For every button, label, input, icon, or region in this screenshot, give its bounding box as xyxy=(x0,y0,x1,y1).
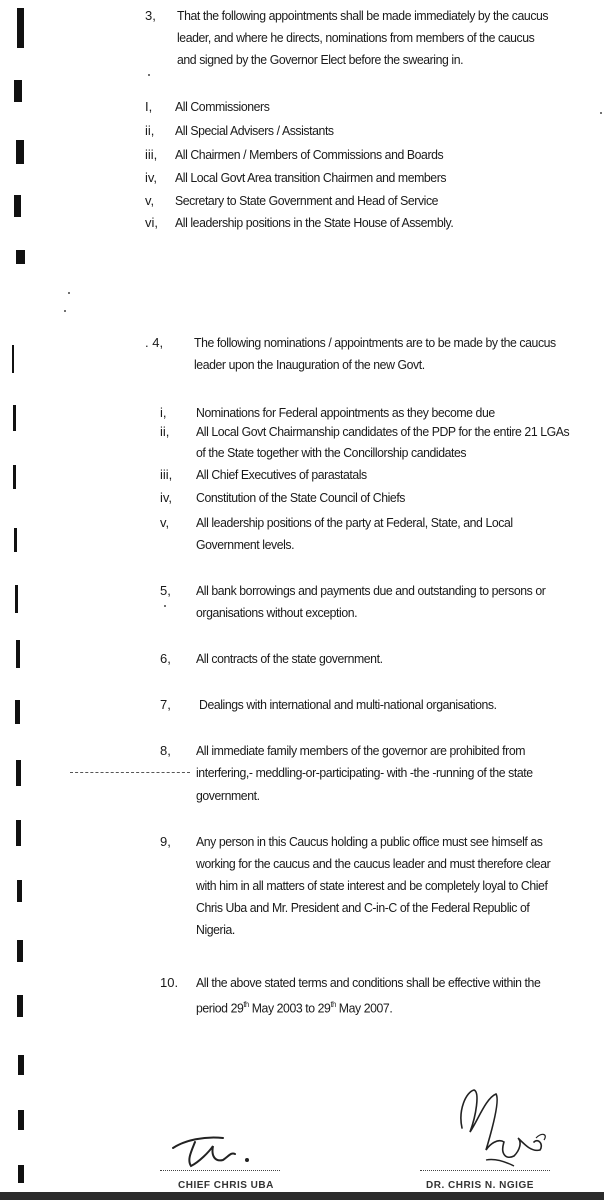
margin-mark xyxy=(15,700,20,724)
margin-mark xyxy=(16,250,25,264)
right-signature xyxy=(440,1080,570,1175)
margin-mark xyxy=(13,405,16,431)
list-number: iii, xyxy=(160,467,173,482)
list-item: All Local Govt Area transition Chairmen and members xyxy=(175,170,447,185)
section-number: 8, xyxy=(160,743,171,758)
section-3-line-2: leader, and where he directs, nominations from members of the caucus xyxy=(177,30,535,45)
list-item: All Chairmen / Members of Commissions and Boards xyxy=(175,147,444,162)
section-4-line-1: The following nominations / appointments are to be made by the caucus xyxy=(194,335,556,350)
section-4-line-2: leader upon the Inauguration of the new Govt. xyxy=(194,357,425,372)
list-number: v, xyxy=(160,515,170,530)
section-7-line-1: Dealings with international and multi-national organisations. xyxy=(199,697,497,712)
list-item: All Commissioners xyxy=(175,99,270,114)
list-item-continued: Government levels. xyxy=(196,537,295,552)
list-item: All Chief Executives of parastatals xyxy=(196,467,367,482)
margin-mark xyxy=(17,995,23,1017)
left-signature xyxy=(165,1122,275,1172)
scan-speck xyxy=(64,310,66,312)
margin-mark xyxy=(18,1055,24,1075)
section-8-line-1: All immediate family members of the governor are prohibited from xyxy=(196,743,526,758)
section-number: 6, xyxy=(160,651,171,666)
margin-mark xyxy=(16,140,24,164)
list-item: All Local Govt Chairmanship candidates of the PDP for the entire 21 LGAs xyxy=(196,424,570,439)
ordinal-suffix: th xyxy=(330,1000,336,1009)
scan-speck xyxy=(164,605,166,607)
binding-margin-marks xyxy=(0,0,40,1200)
list-number: I, xyxy=(145,99,153,114)
list-item: Secretary to State Government and Head of Service xyxy=(175,193,439,208)
section-5-line-2: organisations without exception. xyxy=(196,605,358,620)
list-number: v, xyxy=(145,193,155,208)
section-9-line-1: Any person in this Caucus holding a public office must see himself as xyxy=(196,834,543,849)
list-number: iii, xyxy=(145,147,158,162)
section-3-line-1: That the following appointments shall be made immediately by the caucus xyxy=(177,8,549,23)
signature-line-right xyxy=(420,1170,550,1171)
section-9-line-2: working for the caucus and the caucus leader and must therefore clear xyxy=(196,856,551,871)
list-item: All leadership positions in the State House of Assembly. xyxy=(175,215,454,230)
margin-mark xyxy=(17,940,23,962)
period-text: May 2003 to 29 xyxy=(248,1000,331,1016)
section-number: 3, xyxy=(145,8,156,23)
scan-speck xyxy=(148,74,150,76)
list-item: Nominations for Federal appointments as they become due xyxy=(196,405,495,420)
margin-mark xyxy=(13,465,16,489)
list-number: vi, xyxy=(145,215,158,230)
margin-mark xyxy=(15,585,18,613)
strike-dash-line xyxy=(70,772,190,773)
ordinal-suffix: th xyxy=(243,1000,249,1009)
section-number: 7, xyxy=(160,697,171,712)
section-9-line-4: Chris Uba and Mr. President and C-in-C of the Federal Republic of xyxy=(196,900,530,915)
margin-mark xyxy=(12,345,14,373)
section-10-line-1: All the above stated terms and conditions shall be effective within the xyxy=(196,975,541,990)
list-number: ii, xyxy=(145,123,155,138)
section-number: . 4, xyxy=(145,335,164,350)
section-number: 5, xyxy=(160,583,171,598)
section-8-line-2: interfering,- meddling-or-participating- with -the -running of the state xyxy=(196,765,533,780)
section-3-line-3: and signed by the Governor Elect before the swearing in. xyxy=(177,52,464,67)
list-number: ii, xyxy=(160,424,170,439)
section-6-line-1: All contracts of the state government. xyxy=(196,651,383,666)
period-text: period 29 xyxy=(196,1000,244,1016)
margin-mark xyxy=(17,880,22,902)
list-item: Constitution of the State Council of Chiefs xyxy=(196,490,406,505)
section-9-line-3: with him in all matters of state interest and be completely loyal to Chief xyxy=(196,878,548,893)
section-10-line-2 xyxy=(196,997,392,1017)
signature-dot xyxy=(245,1158,249,1162)
scan-speck xyxy=(600,112,602,114)
list-item: All leadership positions of the party at Federal, State, and Local xyxy=(196,515,513,530)
margin-mark xyxy=(18,1110,24,1130)
margin-mark xyxy=(16,640,20,668)
scan-bottom-edge xyxy=(0,1192,604,1200)
scan-speck xyxy=(68,292,70,294)
list-item-continued: of the State together with the Concillorship candidates xyxy=(196,445,467,460)
list-number: iv, xyxy=(160,490,173,505)
list-item: All Special Advisers / Assistants xyxy=(175,123,334,138)
margin-mark xyxy=(14,195,21,217)
margin-mark xyxy=(14,528,17,552)
section-number: 9, xyxy=(160,834,171,849)
signatory-name-right: DR. CHRIS N. NGIGE xyxy=(426,1180,534,1191)
section-5-line-1: All bank borrowings and payments due and outstanding to persons or xyxy=(196,583,546,598)
margin-mark xyxy=(16,820,21,846)
signatory-name-left: CHIEF CHRIS UBA xyxy=(178,1180,274,1191)
list-number: i, xyxy=(160,405,167,420)
margin-mark xyxy=(17,8,24,48)
margin-mark xyxy=(14,80,22,102)
period-text: May 2007. xyxy=(335,1000,393,1016)
margin-mark xyxy=(16,760,21,786)
section-number: 10. xyxy=(160,975,179,990)
section-9-line-5: Nigeria. xyxy=(196,922,235,937)
signature-line-left xyxy=(160,1170,280,1171)
list-number: iv, xyxy=(145,170,158,185)
margin-mark xyxy=(18,1165,24,1183)
section-8-line-3: government. xyxy=(196,788,260,803)
